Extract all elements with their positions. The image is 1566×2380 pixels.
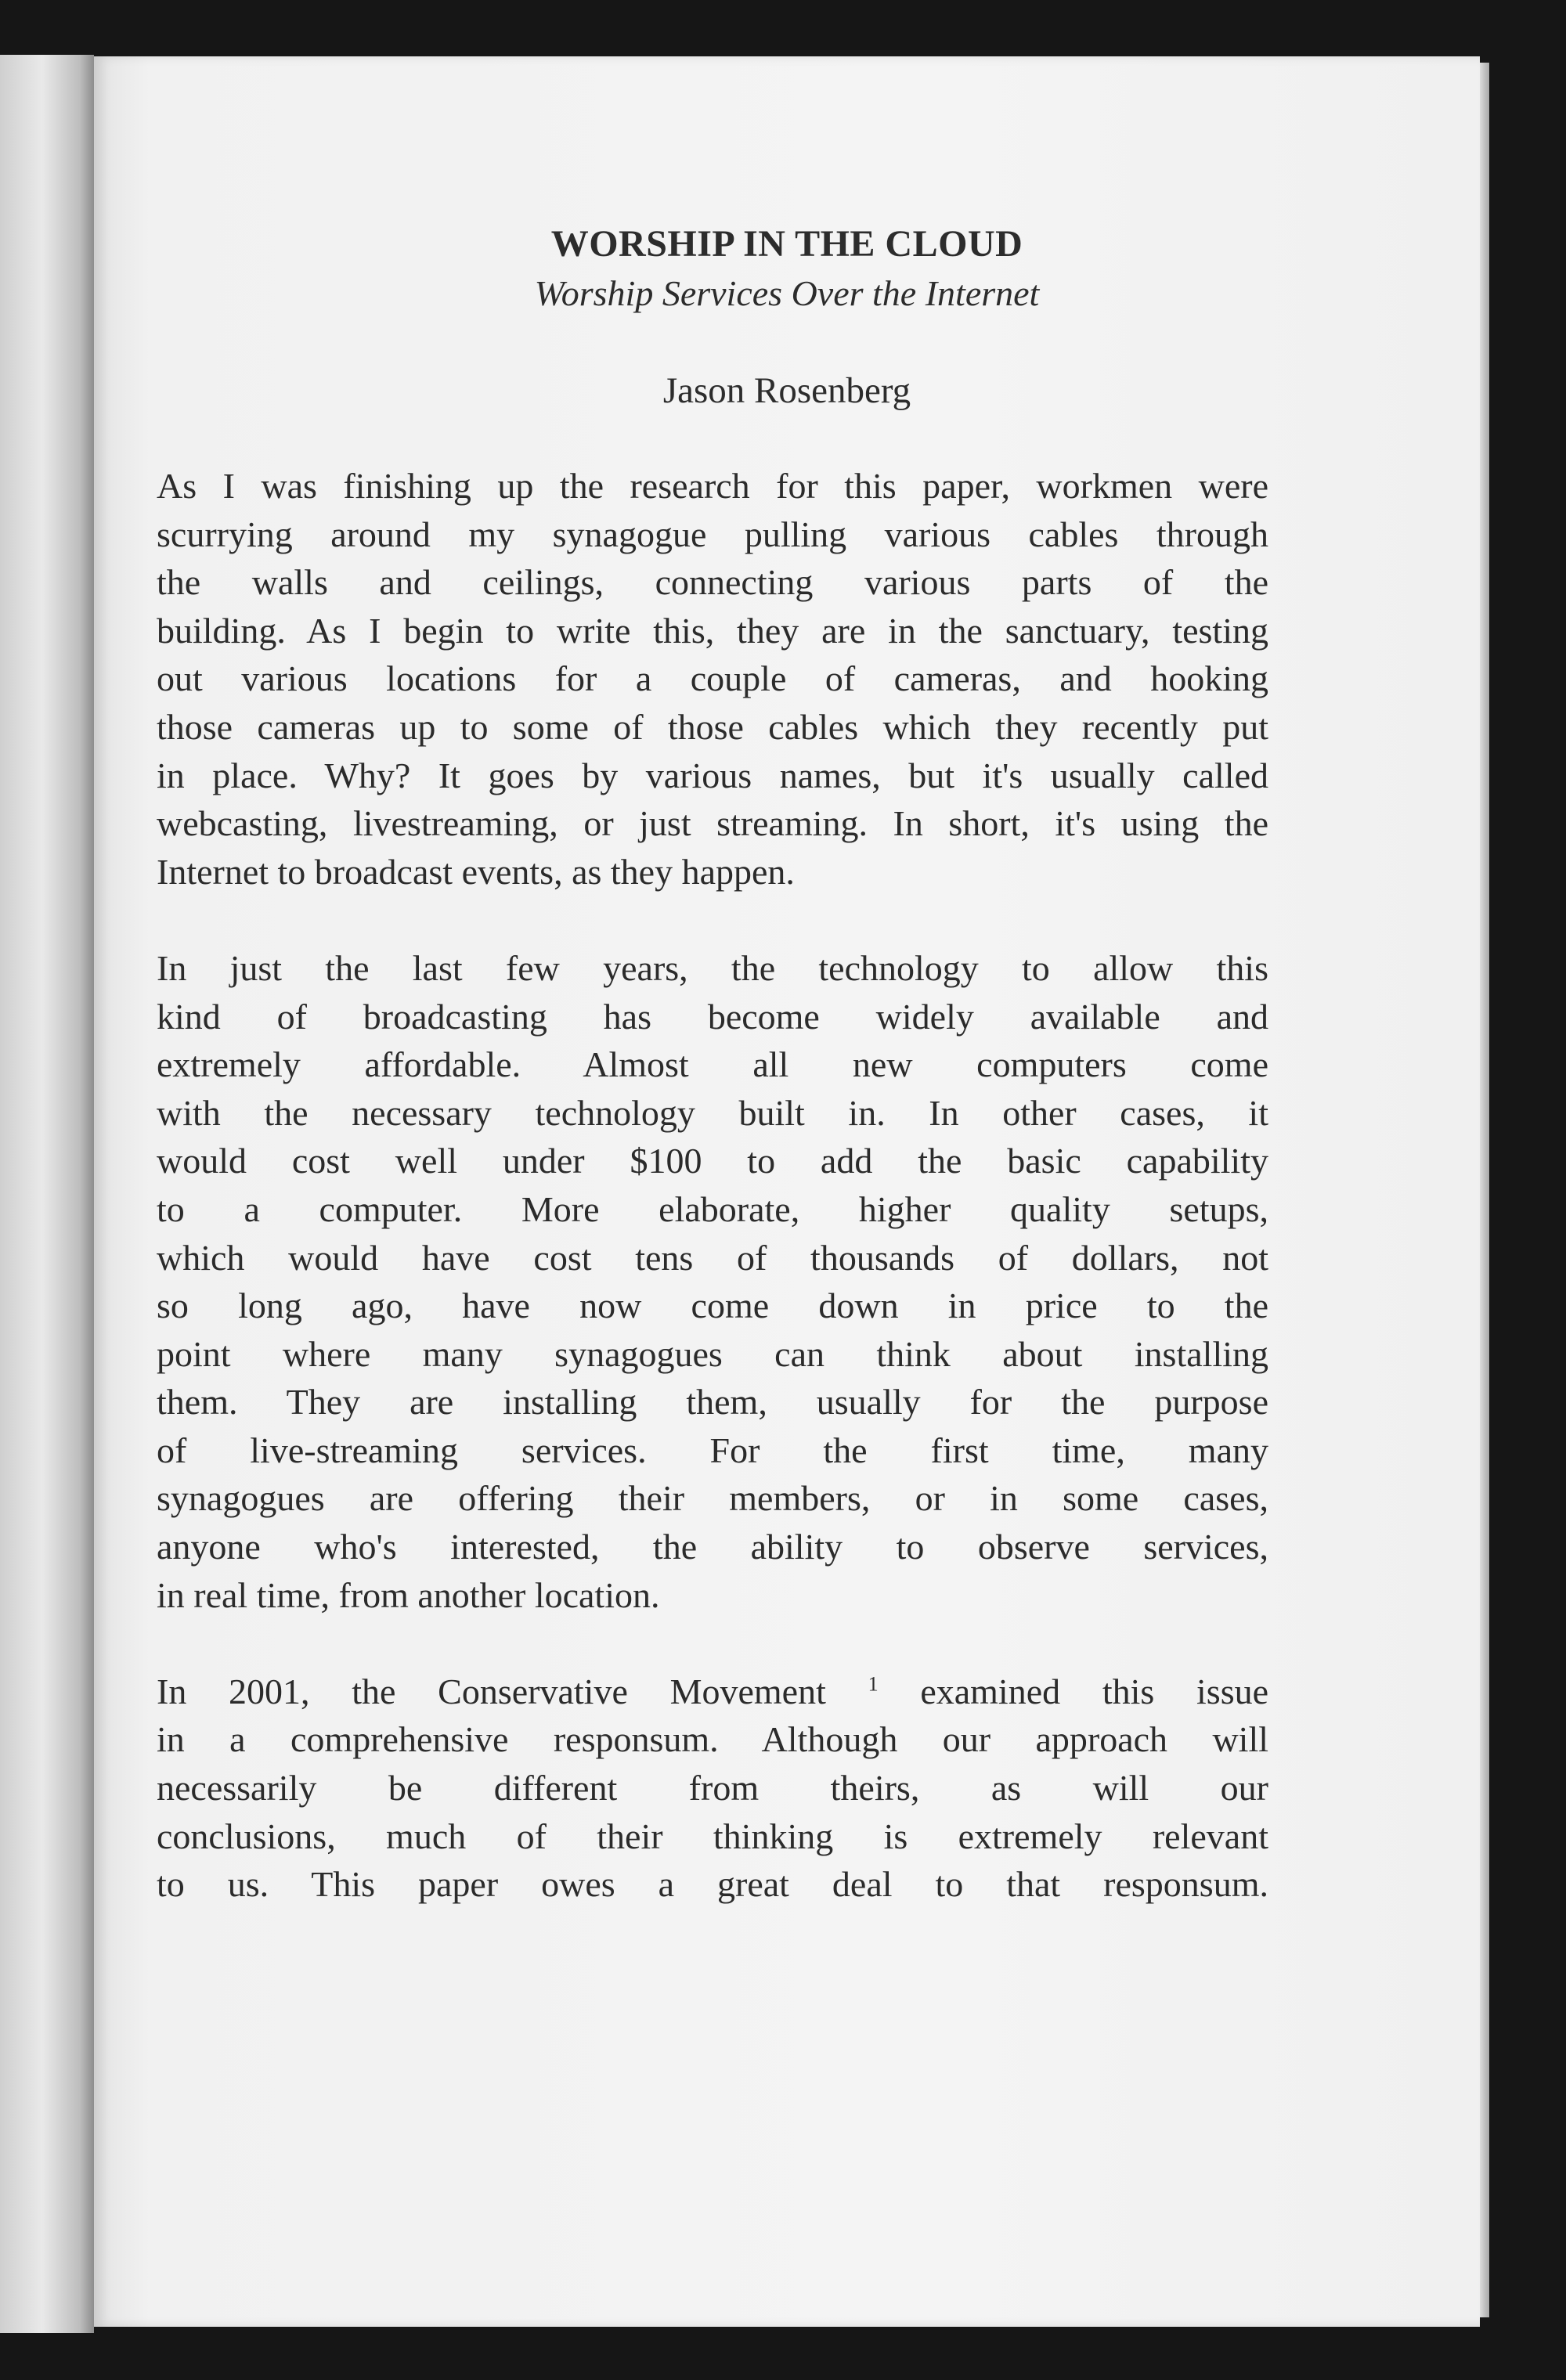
text-line: with the necessary technology built in. In other cases, it [157,1092,1268,1133]
text-line: in a comprehensive responsum. Although our approach will [157,1719,1268,1760]
text-line: conclusions, much of their thinking is extremely relevant [157,1816,1268,1856]
text-line: in real time, from another location. [157,1574,660,1615]
document-subtitle: Worship Services Over the Internet [534,273,1040,313]
text-line: out various locations for a couple of cameras, and hooking [157,658,1268,699]
text-line: extremely affordable. Almost all new computers come [157,1044,1268,1085]
text-line: scurrying around my synagogue pulling various cables through [157,514,1268,554]
book-page [94,56,1480,2327]
text-line: of live-streaming services. For the first time, many [157,1430,1268,1470]
text-line: them. They are installing them, usually for the purpose [157,1382,1268,1423]
text-line: the walls and ceilings, connecting various parts of the [157,562,1268,603]
text-line: synagogues are offering their members, or in some cases, [157,1478,1268,1519]
text-line: building. As I begin to write this, they are in the sanctuary, testing [157,610,1268,651]
text-line: Internet to broadcast events, as they happen. [157,851,795,892]
paragraph-2 [157,944,1268,1619]
text-line: in place. Why? It goes by various names, but it's usually called [157,755,1268,795]
text-line: which would have cost tens of thousands of dollars, not [157,1237,1268,1278]
paragraph-1 [157,462,1268,896]
document-author: Jason Rosenberg [662,370,911,411]
text-line: As I was finishing up the research for this paper, workmen were [157,466,1268,506]
text-line: point where many synagogues can think about installing [157,1333,1268,1374]
text-line: would cost well under $100 to add the basic capability [157,1141,1268,1181]
text-line: those cameras up to some of those cables which they recently put [157,706,1268,747]
text-line [157,1668,1268,1716]
text-line: necessarily be different from theirs, as will our [157,1768,1268,1808]
text-line: so long ago, have now come down in price to the [157,1286,1268,1326]
body-text [157,462,1268,1956]
text-line: kind of broadcasting has become widely available and [157,996,1268,1037]
text-line-tail: examined this issue [920,1671,1269,1711]
text-line-head: In 2001, the Conservative Movement [157,1671,826,1711]
text-line: webcasting, livestreaming, or just streaming. In short, it's using the [157,803,1268,844]
text-line: to a computer. More elaborate, higher quality setups, [157,1188,1268,1229]
text-line: anyone who's interested, the ability to observe services, [157,1527,1268,1567]
paragraph-3 [157,1668,1268,1909]
text-line: to us. This paper owes a great deal to that responsum. [157,1864,1268,1905]
page-right-edge [1480,63,1489,2317]
text-line: In just the last few years, the technology to allow this [157,947,1268,988]
left-page-edge [0,55,94,2333]
footnote-reference[interactable]: 1 [868,1672,879,1696]
document-title: WORSHIP IN THE CLOUD [550,223,1023,265]
